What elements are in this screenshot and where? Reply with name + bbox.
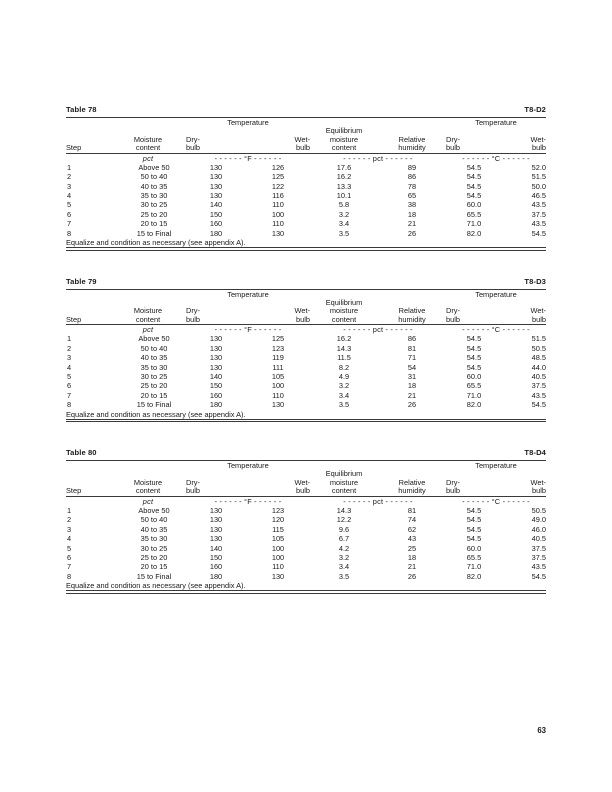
- table-caption-row: [66, 446, 546, 457]
- cell-relative-humidity: 62: [407, 524, 417, 534]
- table-code: T8-D3: [524, 276, 546, 286]
- cell-wet-bulb-c: 46.5: [531, 191, 546, 200]
- table-row: [66, 229, 546, 238]
- tables-container: [66, 103, 546, 618]
- cell-relative-humidity: 25: [407, 543, 417, 553]
- cell-wet-bulb-f: 130: [271, 571, 285, 581]
- cell-emc: 4.9: [338, 372, 350, 382]
- table-row: [66, 191, 546, 200]
- cell-wet-bulb-f: 110: [272, 219, 284, 229]
- cell-dry-bulb-c: 60.0: [466, 200, 482, 210]
- cell-dry-bulb-f: 130: [209, 353, 223, 363]
- cell-emc: 8.2: [338, 362, 350, 372]
- cell-dry-bulb-f: 130: [209, 534, 223, 544]
- cell-moisture-content: 20 to 15: [140, 390, 168, 400]
- cell-wet-bulb-c: 37.5: [531, 381, 546, 391]
- table-row: [66, 381, 546, 390]
- cell-step: 6: [67, 209, 72, 219]
- cell-wet-bulb-c: 40.5: [531, 372, 546, 382]
- cell-dry-bulb-c: 54.5: [466, 524, 482, 534]
- cell-relative-humidity: 18: [407, 381, 417, 391]
- header-moisture-content: Moisture content: [133, 134, 163, 153]
- cell-moisture-content: 15 to Final: [136, 228, 172, 238]
- cell-wet-bulb-c: 50.0: [531, 181, 546, 191]
- cell-emc: 12.2: [336, 515, 352, 525]
- cell-wet-bulb-c: 44.0: [531, 362, 546, 372]
- header-equilibrium-moisture-content: Equilibrium moisture content: [325, 469, 363, 496]
- cell-dry-bulb-f: 130: [209, 362, 223, 372]
- drying-schedule-table: [66, 118, 546, 251]
- cell-emc: 16.2: [336, 334, 352, 344]
- table-row: [66, 515, 546, 524]
- cell-step: 3: [67, 524, 72, 534]
- header-relative-humidity: Relative humidity: [398, 306, 426, 324]
- cell-moisture-content: Above 50: [138, 334, 170, 344]
- cell-dry-bulb-f: 160: [209, 219, 223, 229]
- cell-relative-humidity: 54: [407, 362, 417, 372]
- cell-emc: 13.3: [336, 181, 352, 191]
- cell-step: 5: [67, 543, 72, 553]
- cell-wet-bulb-f: 126: [271, 162, 285, 172]
- cell-dry-bulb-f: 140: [209, 543, 223, 553]
- cell-wet-bulb-f: 130: [271, 228, 285, 238]
- cell-wet-bulb-c: 54.5: [531, 571, 546, 581]
- cell-wet-bulb-c: 50.5: [531, 506, 546, 516]
- unit-fahrenheit: - - - - - - °F - - - - - -: [214, 153, 282, 163]
- header-temperature-f: Temperature: [227, 461, 269, 471]
- cell-emc: 14.3: [336, 343, 352, 353]
- cell-step: 2: [67, 172, 72, 182]
- cell-moisture-content: 15 to Final: [136, 400, 172, 410]
- cell-moisture-content: 40 to 35: [140, 353, 168, 363]
- table-rule-bottom-row: [66, 419, 546, 423]
- cell-step: 2: [67, 515, 72, 525]
- cell-step: 4: [67, 191, 72, 200]
- table-title: Table 79: [66, 276, 97, 286]
- cell-dry-bulb-c: 54.5: [466, 362, 482, 372]
- table-row: [66, 391, 546, 400]
- header-wet-bulb-c: Wet- bulb: [530, 306, 546, 324]
- header-step: Step: [66, 486, 82, 496]
- cell-wet-bulb-c: 49.0: [531, 515, 546, 525]
- cell-emc: 4.2: [338, 543, 350, 553]
- cell-dry-bulb-c: 71.0: [466, 390, 482, 400]
- cell-dry-bulb-c: 60.0: [466, 372, 482, 382]
- cell-dry-bulb-c: 54.5: [466, 181, 482, 191]
- header-step: Step: [66, 314, 82, 324]
- cell-moisture-content: 25 to 20: [140, 209, 168, 219]
- table-body: [66, 163, 546, 238]
- header-relative-humidity: Relative humidity: [398, 477, 426, 496]
- footnote-text: Equalize and condition as necessary (see appendix A).: [66, 409, 246, 419]
- cell-wet-bulb-f: 123: [271, 343, 285, 353]
- table-header-span-row: [66, 461, 546, 470]
- cell-wet-bulb-c: 54.5: [531, 228, 546, 238]
- cell-relative-humidity: 21: [407, 219, 417, 229]
- cell-wet-bulb-c: 50.5: [531, 343, 546, 353]
- cell-dry-bulb-f: 150: [209, 381, 223, 391]
- table-row: [66, 210, 546, 219]
- cell-dry-bulb-c: 82.0: [466, 228, 482, 238]
- cell-moisture-content: 50 to 40: [140, 515, 168, 525]
- table-row: [66, 219, 546, 228]
- unit-pct-mid: - - - - - - pct - - - - - -: [343, 325, 413, 335]
- cell-wet-bulb-c: 37.5: [531, 553, 546, 563]
- cell-dry-bulb-c: 54.5: [466, 172, 482, 182]
- cell-emc: 5.8: [338, 200, 350, 210]
- cell-wet-bulb-f: 100: [271, 543, 285, 553]
- cell-emc: 3.5: [338, 400, 350, 410]
- cell-wet-bulb-c: 43.5: [531, 219, 546, 229]
- cell-step: 4: [67, 534, 72, 544]
- cell-relative-humidity: 18: [407, 209, 417, 219]
- footnote-row: [66, 238, 546, 247]
- cell-dry-bulb-c: 54.5: [466, 534, 482, 544]
- cell-step: 6: [67, 553, 72, 563]
- cell-moisture-content: 35 to 30: [140, 191, 168, 200]
- cell-emc: 3.2: [338, 381, 350, 391]
- cell-dry-bulb-f: 160: [209, 562, 223, 572]
- cell-emc: 6.7: [338, 534, 350, 544]
- header-wet-bulb-f: Wet- bulb: [294, 134, 310, 153]
- cell-relative-humidity: 21: [407, 390, 417, 400]
- header-temperature-f: Temperature: [227, 289, 269, 299]
- cell-relative-humidity: 78: [407, 181, 417, 191]
- cell-wet-bulb-c: 37.5: [531, 543, 546, 553]
- cell-step: 7: [67, 390, 72, 400]
- cell-emc: 10.1: [336, 191, 352, 200]
- cell-moisture-content: 15 to Final: [136, 571, 172, 581]
- cell-dry-bulb-c: 60.0: [466, 543, 482, 553]
- table-row: [66, 182, 546, 191]
- cell-moisture-content: 50 to 40: [140, 343, 168, 353]
- cell-step: 1: [67, 334, 72, 344]
- cell-wet-bulb-c: 52.0: [531, 162, 546, 172]
- cell-emc: 3.2: [338, 209, 350, 219]
- cell-wet-bulb-c: 43.5: [531, 390, 546, 400]
- header-dry-bulb-f: Dry- bulb: [186, 477, 200, 496]
- unit-pct-mid: - - - - - - pct - - - - - -: [343, 153, 413, 163]
- cell-emc: 14.3: [336, 506, 352, 516]
- cell-dry-bulb-c: 71.0: [466, 562, 482, 572]
- cell-moisture-content: 30 to 25: [140, 200, 168, 210]
- unit-celsius: - - - - - - °C - - - - - -: [462, 325, 530, 335]
- cell-dry-bulb-f: 140: [209, 372, 223, 382]
- header-temperature-c: Temperature: [475, 118, 517, 127]
- cell-wet-bulb-f: 125: [271, 334, 285, 344]
- units-row: [66, 497, 546, 506]
- cell-dry-bulb-f: 130: [209, 172, 223, 182]
- unit-fahrenheit: - - - - - - °F - - - - - -: [214, 325, 282, 335]
- cell-relative-humidity: 86: [407, 172, 417, 182]
- footnote-text: Equalize and condition as necessary (see appendix A).: [66, 238, 246, 248]
- table-header-row: [66, 299, 546, 325]
- table-block-1: [66, 103, 546, 251]
- cell-wet-bulb-f: 110: [272, 390, 284, 400]
- unit-pct-mid: - - - - - - pct - - - - - -: [343, 497, 413, 507]
- cell-relative-humidity: 81: [407, 506, 417, 516]
- cell-dry-bulb-c: 54.5: [466, 334, 482, 344]
- table-rule-bottom-row: [66, 247, 546, 251]
- cell-emc: 3.4: [338, 390, 350, 400]
- cell-step: 3: [67, 181, 72, 191]
- cell-relative-humidity: 26: [407, 571, 417, 581]
- cell-dry-bulb-c: 82.0: [466, 571, 482, 581]
- cell-wet-bulb-f: 105: [271, 534, 285, 544]
- cell-dry-bulb-c: 54.5: [466, 191, 482, 200]
- footnote-row: [66, 581, 546, 590]
- cell-wet-bulb-f: 122: [271, 181, 285, 191]
- cell-relative-humidity: 81: [407, 343, 417, 353]
- cell-moisture-content: 50 to 40: [140, 172, 168, 182]
- table-row: [66, 172, 546, 181]
- unit-pct-left: pct: [142, 153, 154, 163]
- header-moisture-content: Moisture content: [133, 477, 163, 496]
- cell-emc: 16.2: [336, 172, 352, 182]
- cell-step: 7: [67, 219, 72, 229]
- footnote-row: [66, 410, 546, 419]
- table-header-span-row: [66, 118, 546, 127]
- units-row: [66, 325, 546, 334]
- table-row: [66, 534, 546, 543]
- cell-relative-humidity: 65: [407, 191, 417, 200]
- header-temperature-c: Temperature: [475, 289, 517, 299]
- table-row: [66, 562, 546, 571]
- table-caption-row: [66, 275, 546, 286]
- cell-wet-bulb-f: 111: [272, 362, 284, 372]
- cell-moisture-content: 20 to 15: [140, 219, 168, 229]
- cell-wet-bulb-f: 100: [271, 553, 285, 563]
- header-wet-bulb-c: Wet- bulb: [530, 477, 546, 496]
- cell-dry-bulb-f: 130: [209, 162, 223, 172]
- cell-relative-humidity: 74: [407, 515, 417, 525]
- cell-moisture-content: 40 to 35: [140, 524, 168, 534]
- cell-emc: 11.5: [337, 353, 351, 363]
- cell-relative-humidity: 26: [407, 400, 417, 410]
- cell-wet-bulb-f: 110: [272, 562, 284, 572]
- cell-relative-humidity: 71: [407, 353, 417, 363]
- cell-relative-humidity: 21: [407, 562, 417, 572]
- table-rule-bottom-row: [66, 590, 546, 594]
- cell-wet-bulb-c: 51.5: [531, 334, 546, 344]
- header-dry-bulb-c: Dry- bulb: [446, 306, 460, 324]
- cell-wet-bulb-f: 116: [272, 191, 284, 200]
- cell-dry-bulb-f: 130: [209, 334, 223, 344]
- cell-moisture-content: Above 50: [138, 506, 170, 516]
- footnote-text: Equalize and condition as necessary (see appendix A).: [66, 581, 246, 591]
- table-code: T8-D4: [524, 448, 546, 458]
- cell-moisture-content: 25 to 20: [140, 381, 168, 391]
- unit-fahrenheit: - - - - - - °F - - - - - -: [214, 497, 282, 507]
- table-header-row: [66, 127, 546, 153]
- cell-step: 1: [67, 162, 72, 172]
- cell-dry-bulb-c: 54.5: [466, 353, 482, 363]
- header-equilibrium-moisture-content: Equilibrium moisture content: [325, 126, 363, 153]
- cell-wet-bulb-c: 43.5: [531, 562, 546, 572]
- table-row: [66, 525, 546, 534]
- cell-moisture-content: 35 to 30: [140, 534, 168, 544]
- cell-wet-bulb-c: 48.5: [531, 353, 546, 363]
- cell-dry-bulb-f: 130: [209, 515, 223, 525]
- cell-wet-bulb-c: 37.5: [531, 209, 546, 219]
- table-row: [66, 334, 546, 343]
- unit-pct-left: pct: [142, 325, 154, 335]
- header-dry-bulb-c: Dry- bulb: [446, 134, 460, 153]
- cell-dry-bulb-f: 180: [209, 571, 223, 581]
- cell-moisture-content: 30 to 25: [140, 543, 168, 553]
- cell-emc: 3.5: [338, 571, 350, 581]
- table-row: [66, 506, 546, 515]
- cell-relative-humidity: 89: [407, 162, 417, 172]
- cell-wet-bulb-f: 115: [272, 524, 284, 534]
- cell-dry-bulb-f: 160: [209, 390, 223, 400]
- header-relative-humidity: Relative humidity: [398, 134, 426, 153]
- cell-step: 8: [67, 571, 72, 581]
- cell-moisture-content: 40 to 35: [140, 181, 168, 191]
- cell-emc: 9.6: [338, 524, 350, 534]
- header-wet-bulb-f: Wet- bulb: [294, 477, 310, 496]
- unit-pct-left: pct: [142, 497, 154, 507]
- cell-relative-humidity: 31: [407, 372, 417, 382]
- cell-emc: 3.4: [338, 219, 350, 229]
- cell-step: 4: [67, 362, 72, 372]
- cell-step: 8: [67, 400, 72, 410]
- cell-wet-bulb-c: 51.5: [531, 172, 546, 182]
- cell-wet-bulb-c: 43.5: [531, 200, 546, 210]
- cell-step: 1: [67, 506, 72, 516]
- cell-wet-bulb-f: 105: [271, 372, 285, 382]
- cell-step: 5: [67, 200, 72, 210]
- header-wet-bulb-c: Wet- bulb: [530, 134, 546, 153]
- table-caption-row: [66, 103, 546, 114]
- cell-dry-bulb-c: 54.5: [466, 162, 482, 172]
- table-row: [66, 200, 546, 209]
- cell-moisture-content: 20 to 15: [140, 562, 168, 572]
- table-row: [66, 163, 546, 172]
- cell-relative-humidity: 26: [407, 228, 417, 238]
- cell-step: 2: [67, 343, 72, 353]
- cell-step: 8: [67, 228, 72, 238]
- cell-wet-bulb-f: 123: [271, 506, 285, 516]
- cell-relative-humidity: 86: [407, 334, 417, 344]
- cell-emc: 3.4: [338, 562, 350, 572]
- table-body: [66, 334, 546, 409]
- header-equilibrium-moisture-content: Equilibrium moisture content: [325, 297, 363, 324]
- cell-emc: 17.6: [336, 162, 352, 172]
- header-dry-bulb-c: Dry- bulb: [446, 477, 460, 496]
- unit-celsius: - - - - - - °C - - - - - -: [462, 497, 530, 507]
- cell-dry-bulb-c: 82.0: [466, 400, 482, 410]
- table-title: Table 80: [66, 448, 97, 458]
- cell-wet-bulb-c: 46.0: [531, 524, 546, 534]
- table-body: [66, 506, 546, 581]
- header-moisture-content: Moisture content: [133, 306, 163, 324]
- cell-emc: 3.2: [338, 553, 350, 563]
- table-code: T8-D2: [524, 105, 546, 114]
- cell-wet-bulb-f: 110: [272, 200, 284, 210]
- cell-dry-bulb-f: 180: [209, 400, 223, 410]
- cell-dry-bulb-f: 150: [209, 209, 223, 219]
- drying-schedule-table: [66, 290, 546, 423]
- header-dry-bulb-f: Dry- bulb: [186, 306, 200, 324]
- cell-dry-bulb-c: 65.5: [466, 209, 482, 219]
- table-row: [66, 544, 546, 553]
- cell-dry-bulb-c: 54.5: [466, 515, 482, 525]
- cell-step: 3: [67, 353, 72, 363]
- cell-dry-bulb-c: 71.0: [466, 219, 482, 229]
- unit-celsius: - - - - - - °C - - - - - -: [462, 153, 530, 163]
- cell-moisture-content: Above 50: [138, 162, 170, 172]
- table-title: Table 78: [66, 105, 97, 114]
- table-header-span-row: [66, 290, 546, 299]
- cell-dry-bulb-f: 130: [209, 343, 223, 353]
- table-row: [66, 353, 546, 362]
- cell-dry-bulb-c: 54.5: [466, 506, 482, 516]
- cell-dry-bulb-c: 54.5: [466, 343, 482, 353]
- header-wet-bulb-f: Wet- bulb: [294, 306, 310, 324]
- cell-relative-humidity: 43: [407, 534, 417, 544]
- cell-wet-bulb-f: 125: [271, 172, 285, 182]
- cell-dry-bulb-c: 65.5: [466, 381, 482, 391]
- table-row: [66, 572, 546, 581]
- table-block-3: [66, 446, 546, 594]
- cell-relative-humidity: 18: [407, 553, 417, 563]
- table-row: [66, 344, 546, 353]
- cell-emc: 3.5: [338, 228, 350, 238]
- cell-dry-bulb-f: 140: [209, 200, 223, 210]
- table-header-row: [66, 470, 546, 496]
- table-block-2: [66, 275, 546, 423]
- cell-dry-bulb-f: 150: [209, 553, 223, 563]
- cell-wet-bulb-c: 54.5: [531, 400, 546, 410]
- cell-dry-bulb-f: 130: [209, 506, 223, 516]
- table-row: [66, 400, 546, 409]
- units-row: [66, 154, 546, 163]
- cell-moisture-content: 30 to 25: [140, 372, 168, 382]
- cell-moisture-content: 35 to 30: [140, 362, 168, 372]
- cell-dry-bulb-f: 130: [209, 191, 223, 200]
- cell-wet-bulb-f: 100: [271, 381, 285, 391]
- header-step: Step: [66, 143, 82, 153]
- cell-dry-bulb-c: 65.5: [466, 553, 482, 563]
- cell-dry-bulb-f: 130: [209, 524, 223, 534]
- header-temperature-f: Temperature: [227, 118, 269, 127]
- cell-dry-bulb-f: 130: [209, 181, 223, 191]
- table-row: [66, 372, 546, 381]
- cell-wet-bulb-f: 130: [271, 400, 285, 410]
- cell-wet-bulb-c: 40.5: [531, 534, 546, 544]
- header-dry-bulb-f: Dry- bulb: [186, 134, 200, 153]
- cell-step: 6: [67, 381, 72, 391]
- cell-wet-bulb-f: 100: [271, 209, 285, 219]
- cell-relative-humidity: 38: [407, 200, 417, 210]
- cell-moisture-content: 25 to 20: [140, 553, 168, 563]
- cell-step: 7: [67, 562, 72, 572]
- cell-step: 5: [67, 372, 72, 382]
- table-row: [66, 363, 546, 372]
- header-temperature-c: Temperature: [475, 461, 517, 471]
- cell-wet-bulb-f: 120: [271, 515, 285, 525]
- cell-dry-bulb-f: 180: [209, 228, 223, 238]
- drying-schedule-table: [66, 461, 546, 594]
- page-number: 63: [537, 726, 546, 735]
- cell-wet-bulb-f: 119: [272, 353, 284, 363]
- table-row: [66, 553, 546, 562]
